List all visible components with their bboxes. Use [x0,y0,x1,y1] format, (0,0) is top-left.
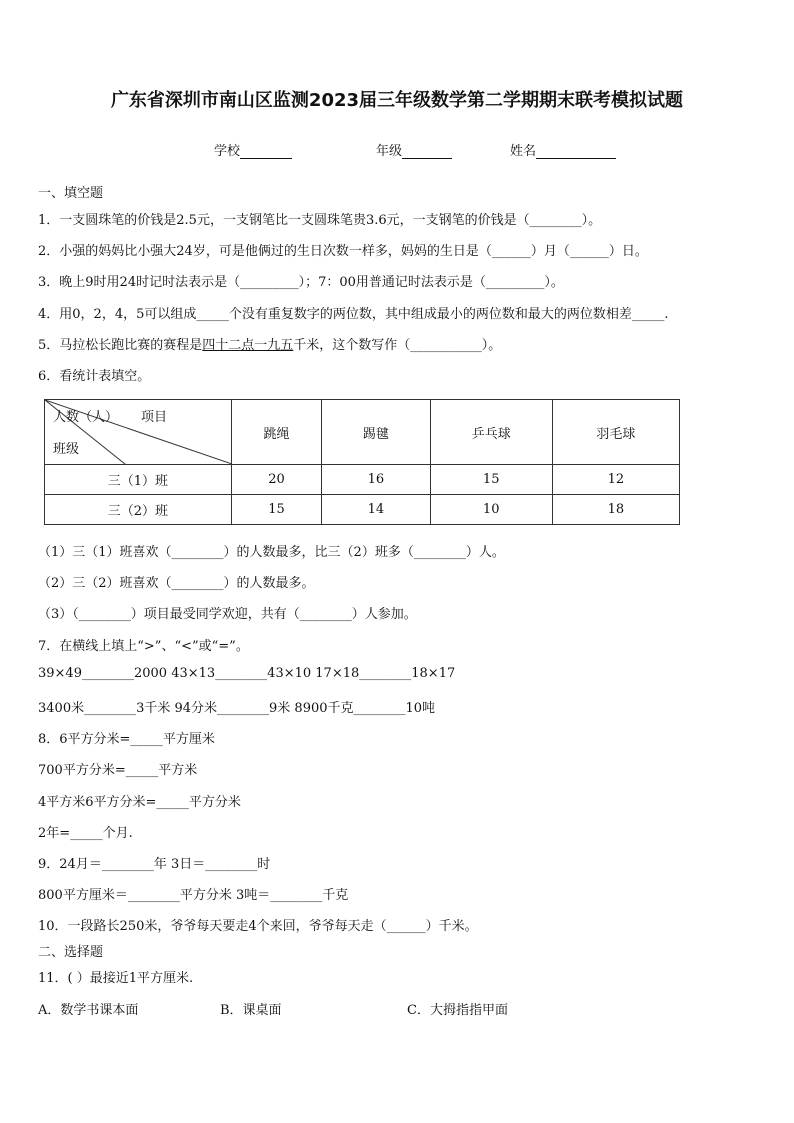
grade-label: 年级 [376,144,403,159]
table-cell: 16 [322,465,430,495]
question-5-suffix: 千米，这个数写作（___________）。 [293,338,502,353]
row-label: 三（2）班 [45,495,232,525]
question-4: 4．用0，2，4，5可以组成_____个没有重复数字的两位数，其中组成最小的两位数和最大的两位数相差_____. [38,307,669,322]
grade-field [376,140,452,159]
question-9-b: 800平方厘米＝________平方分米 3吨＝________千克 [38,888,349,903]
section-fill-heading: 一、填空题 [38,186,104,201]
table-cell: 10 [430,495,552,525]
table-cell: 15 [231,495,321,525]
question-2: 2．小强的妈妈比小强大24岁，可是他俩过的生日次数一样多，妈妈的生日是（______）月（______）日。 [38,244,648,259]
question-6-part-2: （2）三（2）班喜欢（________）的人数最多。 [38,576,315,591]
question-6: 6．看统计表填空。 [38,369,151,384]
name-blank[interactable] [536,144,616,159]
question-8-c: 4平方米6平方分米=_____平方分米 [38,795,241,810]
question-8-b: 700平方分米=_____平方米 [38,763,198,778]
question-5-underlined: 四十二点一九五 [202,338,294,353]
school-blank[interactable] [240,144,292,159]
question-7: 7．在横线上填上“>”、“<”或“=”。 [38,639,249,654]
table-cell: 15 [430,465,552,495]
question-8: 8．6平方分米=_____平方厘米 [38,732,215,747]
question-11: 11．( ）最接近1平方厘米. [38,971,194,986]
question-10: 10．一段路长250米，爷爷每天要走4个来回，爷爷每天走（______）千米。 [38,919,478,934]
column-header: 踢毽 [322,400,430,465]
option-a[interactable]: A．数学书课本面 [38,1003,139,1018]
question-9: 9．24月＝________年 3日＝________时 [38,857,271,872]
table-cell: 20 [231,465,321,495]
table-cell: 18 [552,495,679,525]
question-6-part-1: （1）三（1）班喜欢（________）的人数最多，比三（2）班多（________）人。 [38,545,505,560]
stats-table [44,399,680,525]
name-field [510,140,616,159]
page-title: 广东省深圳市南山区监测2023届三年级数学第二学期期末联考模拟试题 [110,90,684,111]
question-7-row-2: 3400米________3千米 94分米________9米 8900千克________10吨 [38,701,436,716]
grade-blank[interactable] [402,144,452,159]
table-header-row [45,400,680,465]
corner-label-count: 人数（人） [53,410,119,425]
school-field [214,140,292,159]
column-header: 羽毛球 [552,400,679,465]
table-cell: 14 [322,495,430,525]
table-row [45,495,680,525]
corner-label-class: 班级 [53,442,80,457]
table-corner-cell [45,400,232,465]
table-row [45,465,680,495]
name-label: 姓名 [510,144,537,159]
corner-label-item: 项目 [141,410,168,425]
column-header: 乒乓球 [430,400,552,465]
question-8-d: 2年=_____个月. [38,826,133,841]
column-header: 跳绳 [231,400,321,465]
question-7-row-1: 39×49________2000 43×13________43×10 17×18________18×17 [38,666,456,681]
question-1: 1．一支圆珠笔的价钱是2.5元，一支钢笔比一支圆珠笔贵3.6元，一支钢笔的价钱是（________）。 [38,213,602,228]
school-label: 学校 [214,144,241,159]
question-3: 3．晚上9时用24时记时法表示是（_________）；7：00用普通记时法表示是（_________）。 [38,275,564,290]
question-5 [38,334,501,353]
question-5-prefix: 5．马拉松长跑比赛的赛程是 [38,338,203,353]
option-b[interactable]: B．课桌面 [220,1003,282,1018]
question-6-part-3: （3）（________）项目最受同学欢迎，共有（________）人参加。 [38,607,417,622]
option-c[interactable]: C．大拇指指甲面 [407,1003,508,1018]
section-choice-heading: 二、选择题 [38,945,104,960]
row-label: 三（1）班 [45,465,232,495]
table-cell: 12 [552,465,679,495]
